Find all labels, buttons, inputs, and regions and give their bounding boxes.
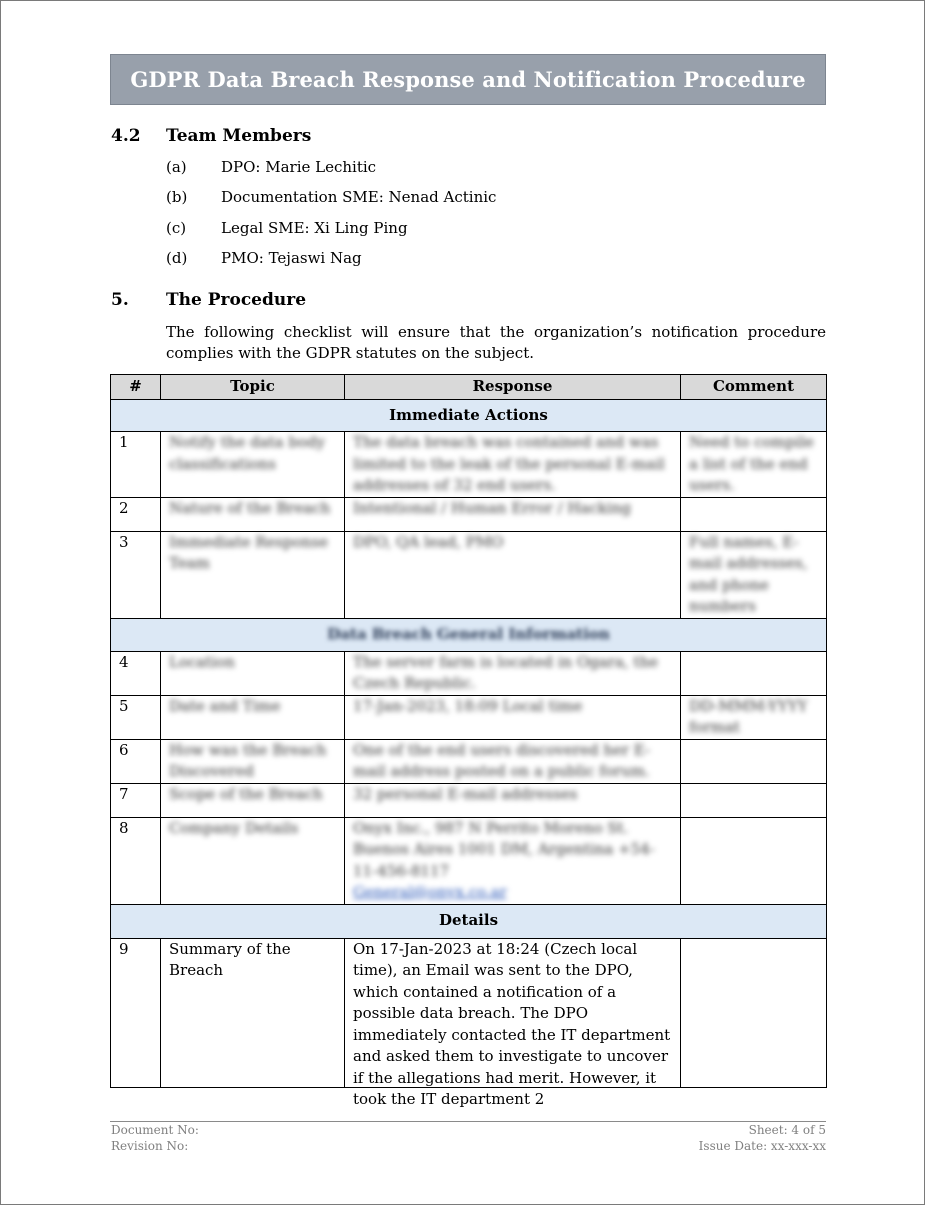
table-section-row: [111, 618, 827, 651]
row-number: 8: [111, 817, 161, 904]
row-comment: DD-MMM-YYYY format: [689, 696, 808, 736]
row-topic: Location: [169, 652, 235, 671]
section-4-2-title: Team Members: [166, 126, 312, 146]
table-header-row: [111, 375, 827, 400]
footer-revision-no: Revision No:: [111, 1139, 189, 1153]
table-row: [111, 695, 827, 739]
footer-document-no: Document No:: [111, 1123, 199, 1137]
row-topic: Company Details: [169, 818, 299, 837]
row-response: Intentional / Human Error / Hacking: [353, 498, 631, 517]
row-topic: Nature of the Breach: [169, 498, 331, 517]
section-5-intro: The following checklist will ensure that the organization’s notification procedure complies with the GDPR statutes on the subject.: [166, 323, 826, 362]
list-item-marker: (d): [166, 249, 188, 267]
list-item-text: Legal SME: Xi Ling Ping: [221, 219, 408, 237]
section-5-number: 5.: [111, 290, 129, 310]
row-topic: Date and Time: [169, 696, 281, 715]
table-row: [111, 531, 827, 618]
row-comment: [681, 938, 827, 1087]
table-section-row: [111, 904, 827, 938]
list-item-text: Documentation SME: Nenad Actinic: [221, 188, 497, 206]
row-topic: Scope of the Breach: [169, 784, 323, 803]
row-response: 32 personal E-mail addresses: [353, 784, 578, 803]
column-header-number: #: [111, 375, 161, 400]
row-comment: Need to compile a list of the end users.: [689, 433, 814, 494]
section-general-information: Data Breach General Information: [327, 624, 610, 643]
footer-sheet: Sheet: 4 of 5: [748, 1123, 826, 1137]
section-4-2-number: 4.2: [111, 126, 141, 146]
document-title: GDPR Data Breach Response and Notification Procedure: [110, 54, 826, 105]
table-row: [111, 432, 827, 498]
row-number: 3: [111, 531, 161, 618]
list-item-text: DPO: Marie Lechitic: [221, 158, 377, 176]
row-response: The data breach was contained and was limited to the leak of the personal E-mail addresses of 32 end users.: [353, 433, 665, 494]
row-number: 9: [111, 938, 161, 1087]
footer-divider: [110, 1121, 826, 1122]
row-response: Onyx Inc., 987 N Perrito Moreno St. Buenos Aires 1001 DM, Argentina +54-11-456-8117: [353, 818, 655, 880]
column-header-topic: Topic: [161, 375, 345, 400]
column-header-response: Response: [345, 375, 681, 400]
row-comment: Full names, E-mail addresses, and phone numbers: [689, 532, 808, 615]
row-number: 6: [111, 739, 161, 783]
row-response: DPO, QA lead, PMO: [353, 532, 504, 551]
footer-issue-date: Issue Date: xx-xxx-xx: [698, 1139, 826, 1153]
list-item-marker: (b): [166, 188, 188, 206]
row-number: 2: [111, 497, 161, 531]
row-response: One of the end users discovered her E-mail address posted on a public forum.: [353, 740, 651, 780]
table-row: [111, 783, 827, 817]
checklist-table: [110, 374, 827, 1108]
row-response: On 17-Jan-2023 at 18:24 (Czech local time), an Email was sent to the DPO, which contained a notification of a possible data breach. The DPO immediately contacted the IT department and asked them to investigate to uncover if the allegations had merit. However, it took the IT department 2: [353, 939, 671, 1108]
table-row: [111, 938, 827, 1087]
row-response: 17-Jan-2023, 18:09 Local time: [353, 696, 583, 715]
list-item-text: PMO: Tejaswi Nag: [221, 249, 362, 267]
row-topic: How was the Breach Discovered: [169, 740, 327, 780]
row-topic: Immediate Response Team: [169, 532, 329, 572]
table-row: [111, 739, 827, 783]
row-response: The server farm is located in Ogara, the Czech Republic.: [353, 652, 658, 692]
table-section-row: [111, 400, 827, 432]
column-header-comment: Comment: [681, 375, 827, 400]
row-topic: Notify the data body classifications: [169, 433, 326, 473]
row-number: 5: [111, 695, 161, 739]
row-topic: Summary of the Breach: [161, 938, 345, 1087]
section-details: Details: [111, 904, 827, 938]
section-5-title: The Procedure: [166, 290, 307, 310]
company-email-link[interactable]: General@onyx.co.ar: [353, 883, 507, 901]
row-number: 7: [111, 783, 161, 817]
row-number: 1: [111, 432, 161, 498]
table-row: [111, 497, 827, 531]
table-row: [111, 817, 827, 904]
section-immediate-actions: Immediate Actions: [111, 400, 827, 432]
row-number: 4: [111, 651, 161, 695]
list-item-marker: (a): [166, 158, 187, 176]
table-row: [111, 651, 827, 695]
list-item-marker: (c): [166, 219, 187, 237]
